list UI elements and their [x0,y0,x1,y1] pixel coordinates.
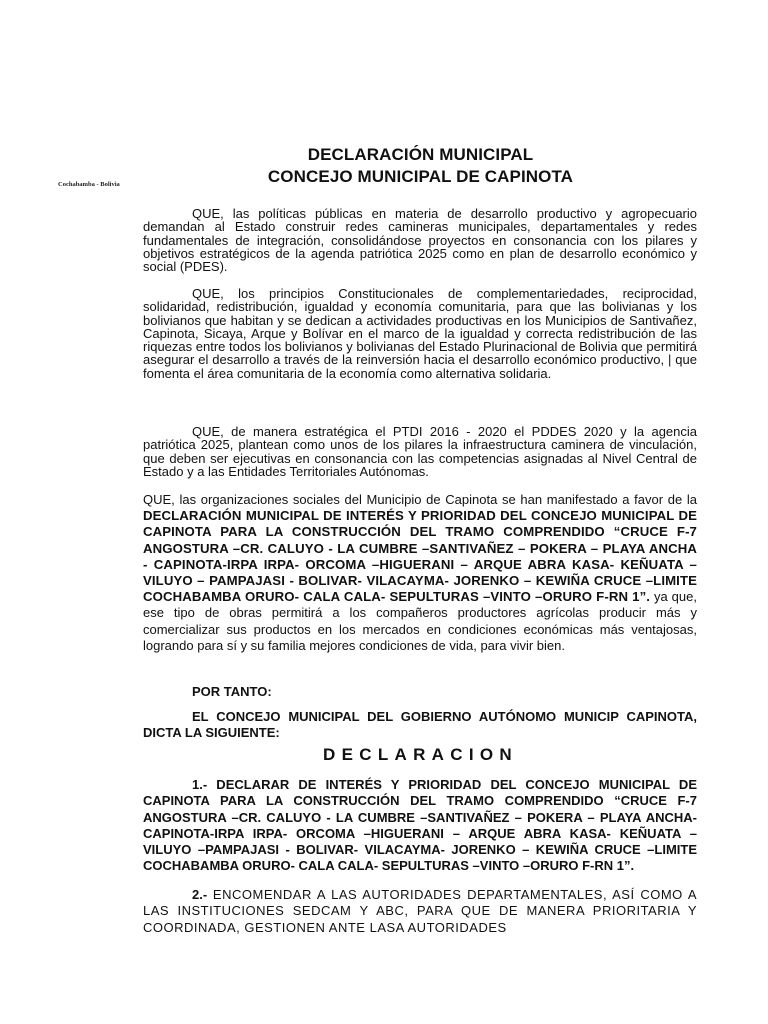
paragraph-que-1: QUE, las políticas públicas en materia de desarrollo productivo y agropecuario demandan al Estado construir redes camineras municipales, departamentales y redes fundamentales de integración, consolidándose proyectos en consonancia con los pilares y objetivos estratégicos de la agenda patriótica 2025 como en plan de desarrollo económico y social (PDES). [143,206,697,275]
declaracion-heading: DECLARACION [323,745,518,764]
por-tanto-heading: POR TANTO: [192,684,272,699]
paragraph-que-4-start: QUE, las organizaciones sociales del Municipio de Capinota se han manifestado a favor de la [143,492,697,507]
paragraph-que-4 [143,492,697,654]
paragraph-que-2: QUE, los principios Constitucionales de complementariedades, reciprocidad, solidaridad, redistribución, igualdad y economía comunitaria, para que las bolivianas y los bolivianos que habitan y se dedican a actividades productivas en los Municipios de Santivañez, Capinota, Sicaya, Arque y Bolívar en el marco de la igualdad y correcta redistribución de las riquezas entre todos los bolivianos y bolivianas del Estado Plurinacional de Bolivia que permitirá asegurar el desarrollo a través de la reinversión hacia el desarrollo económico productivo, | que fomenta el área comunitaria de la economía como alternativa solidaria. [143,286,697,381]
paragraph-concejo-dicta: EL CONCEJO MUNICIPAL DEL GOBIERNO AUTÓNOMO MUNICIP CAPINOTA, DICTA LA SIGUIENTE: [143,709,697,740]
document-subtitle: CONCEJO MUNICIPAL DE CAPINOTA [267,167,574,186]
paragraph-que-3: QUE, de manera estratégica el PTDI 2016 - 2020 el PDDES 2020 y la agencia patriótica 2025, plantean como unos de los pilares la infraestructura caminera de vinculación, que deben ser ejecutivas en consonancia con las competencias asignadas al Nivel Central de Estado y a las Entidades Territoriales Autónomas. [143,424,697,479]
seal-caption: Cochabamba - Bolivia [58,181,120,188]
paragraph-que-4-end: ya que, ese tipo de obras permitirá a los compañeros productores agrícolas producir más y comercializar sus productos en los mercados en condiciones económicas más ventajosas, logrando para sí y su familia mejores condiciones de vida, para vivir bien. [143,589,697,653]
article-2-text: ENCOMENDAR A LAS AUTORIDADES DEPARTAMENTALES, ASÍ COMO A LAS INSTITUCIONES SEDCAM Y ABC, PARA QUE DE MANERA PRIORITARIA Y COORDINADA, GESTIONEN ANTE LASA AUTORIDADES [143,887,697,935]
document-title: DECLARACIÓN MUNICIPAL [307,145,534,164]
article-2-number: 2.- [192,887,208,902]
paragraph-que-4-bold: DECLARACIÓN MUNICIPAL DE INTERÉS Y PRIORIDAD DEL CONCEJO MUNICIPAL DE CAPINOTA PARA LA CONSTRUCCIÓN DEL TRAMO COMPRENDIDO “CRUCE F-7 ANGOSTURA –CR. CALUYO - LA CUMBRE –SANTIVAÑEZ – POKERA – PLAYA ANCHA - CAPINOTA-IRPA IRPA- ORCOMA –HIGUERANI – ARQUE ABRA KASA- KEÑUATA –VILUYO – PAMPAJASI - BOLIVAR- VILACAYMA- JORENKO – KEWIÑA CRUCE –LIMITE COCHABAMBA ORURO- CALA CALA- SEPULTURAS –VINTO –ORURO F-RN 1”. [143,508,697,605]
article-1: 1.- DECLARAR DE INTERÉS Y PRIORIDAD DEL CONCEJO MUNICIPAL DE CAPINOTA PARA LA CONSTRUCCIÓN DEL TRAMO COMPRENDIDO “CRUCE F-7 ANGOSTURA –CR. CALUYO - LA CUMBRE –SANTIVAÑEZ – POKERA – PLAYA ANCHA- CAPINOTA-IRPA IRPA- ORCOMA –HIGUERANI – ARQUE ABRA KASA- KEÑUATA –VILUYO –PAMPAJASI - BOLIVAR- VILACAYMA- JORENKO – KEWIÑA CRUCE –LIMITE COCHABAMBA ORURO- CALA CALA- SEPULTURAS –VINTO –ORURO F-RN 1”. [143,777,697,874]
article-2 [143,887,697,936]
